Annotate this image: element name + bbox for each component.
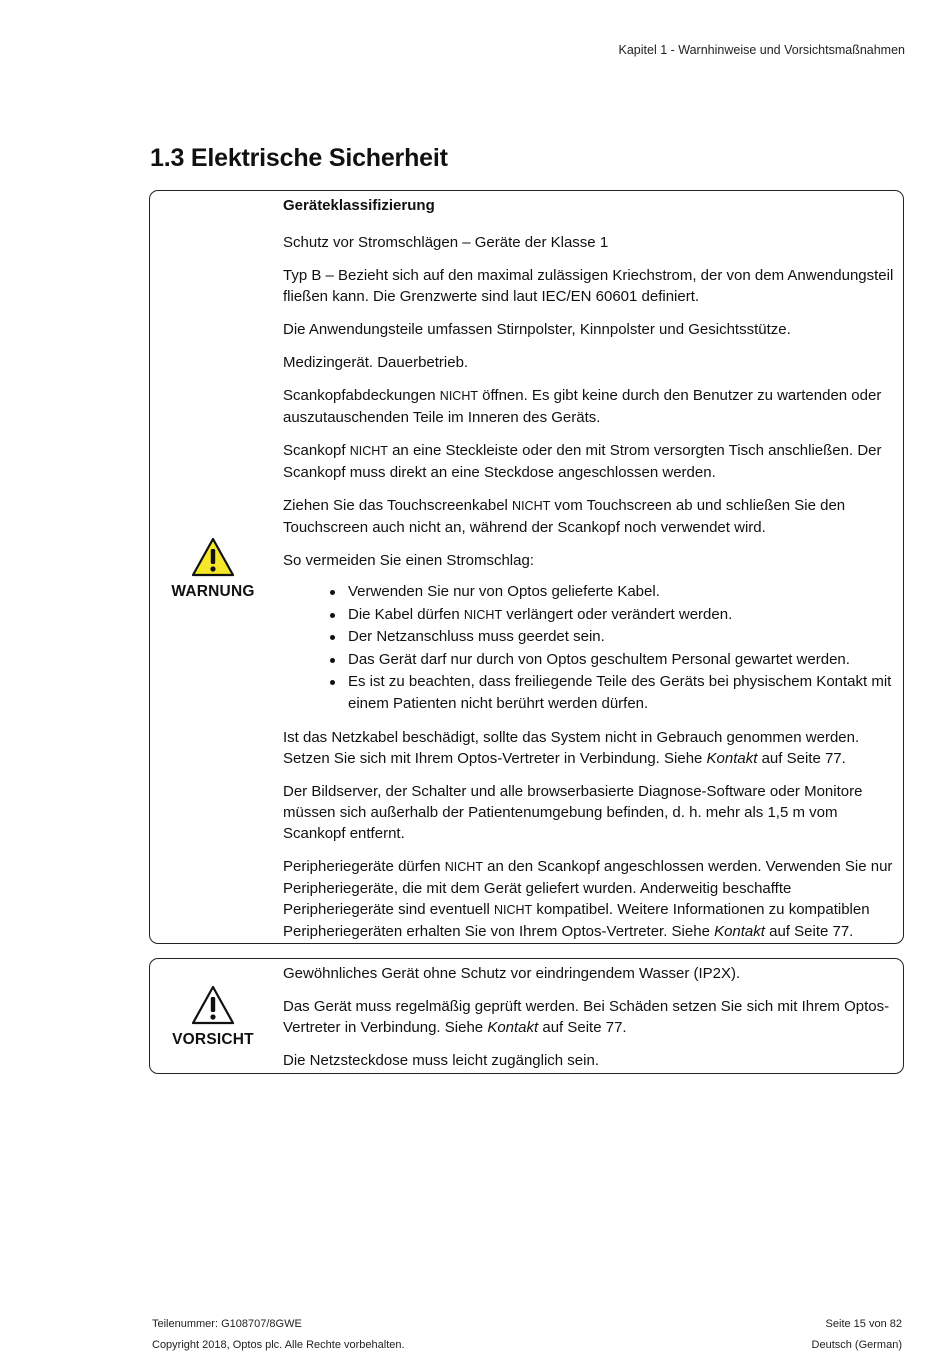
text: auf Seite 77. [538, 1019, 627, 1036]
text: auf Seite 77. [757, 750, 846, 767]
text: Die Kabel dürfen [348, 605, 464, 623]
footer-language: Deutsch (German) [811, 1339, 902, 1351]
warning-content [283, 195, 897, 954]
text: Ist das Netzkabel beschädigt, sollte das System nicht in Gebrauch genommen werden. Setzen Sie sich mit Ihrem Optos-Vertreter in Verbindung. Siehe [283, 729, 860, 767]
emphasis-nicht: NICHT [493, 903, 533, 917]
kontakt-link[interactable]: Kontakt [706, 750, 758, 767]
text: öffnen. Es gibt keine durch den Benutzer zu wartenden oder auszutauschenden Teile im Inneren des Geräts. [283, 387, 882, 426]
bullet-dot-icon [330, 635, 335, 640]
emphasis-nicht: NICHT [444, 860, 483, 874]
footer-page-number: Seite 15 von 82 [825, 1318, 902, 1330]
list-item [348, 649, 897, 671]
paragraph [283, 495, 897, 538]
paragraph [283, 385, 897, 428]
paragraph: Die Netzsteckdose muss leicht zugänglich sein. [283, 1052, 599, 1069]
bullet-list [283, 581, 897, 715]
paragraph: Schutz vor Stromschlägen – Geräte der Klasse 1 [283, 234, 609, 251]
paragraph [283, 440, 897, 483]
footer-part-number: Teilenummer: G108707/8GWE [152, 1318, 302, 1330]
text: Scankopf [283, 442, 350, 459]
text: vom Touchscreen ab und schließen Sie den Touchscreen auch nicht an, während der Scankopf noch verwendet wird. [283, 497, 846, 536]
emphasis-nicht: NICHT [463, 607, 503, 622]
caution-label: VORSICHT [172, 1031, 254, 1048]
text: Ziehen Sie das Touchscreenkabel [283, 497, 513, 514]
text: Verwenden Sie nur von Optos gelieferte Kabel. [348, 583, 660, 600]
warning-triangle-icon [191, 537, 235, 577]
text: kompatibel. Weitere Informationen zu kompatiblen Peripheriegeräten erhalten Sie von Ihrem Optos-Vertreter. Siehe [283, 901, 870, 940]
kontakt-link[interactable]: Kontakt [714, 923, 765, 940]
bullet-dot-icon [330, 613, 335, 618]
text: Scankopfabdeckungen [283, 387, 440, 404]
warning-box [149, 190, 904, 944]
paragraph [283, 727, 897, 769]
list-item [348, 604, 897, 626]
list-item [348, 671, 897, 715]
emphasis-nicht: NICHT [349, 444, 388, 458]
caution-content [283, 963, 897, 1083]
paragraph: Typ B – Bezieht sich auf den maximal zulässigen Kriechstrom, der von dem Anwendungsteil fließen kann. Die Grenzwerte sind laut IEC/EN 60601 definiert. [283, 267, 894, 305]
footer-copyright: Copyright 2018, Optos plc. Alle Rechte vorbehalten. [152, 1339, 405, 1351]
kontakt-link[interactable]: Kontakt [487, 1019, 539, 1036]
bullet-dot-icon [330, 590, 335, 595]
paragraph: Der Bildserver, der Schalter und alle browserbasierte Diagnose-Software oder Monitore müssen sich außerhalb der Patientenumgebung befinden, d. h. mehr als 1,5 m vom Scankopf entfernt. [283, 783, 863, 842]
paragraph [283, 856, 897, 942]
bullet-dot-icon [330, 658, 335, 663]
text: an eine Steckleiste oder den mit Strom versorgten Tisch anschließen. Der Scankopf muss direkt an eine Steckdose angeschlossen werden. [283, 442, 882, 481]
text: auf Seite 77. [764, 923, 854, 940]
page-title: 1.3 Elektrische Sicherheit [150, 144, 448, 172]
text: an den Scankopf angeschlossen werden. Verwenden Sie nur Peripheriegeräte, die mit dem Gerät geliefert wurden. Anderweitig beschaffte Peripheriegeräte sind eventuell [283, 858, 893, 918]
text: Es ist zu beachten, dass freiliegende Teile des Geräts bei physischem Kontakt mit einem Patienten nicht berührt werden dürfen. [348, 673, 892, 712]
text: Das Gerät muss regelmäßig geprüft werden. Bei Schäden setzen Sie sich mit Ihrem Optos-Vertreter in Verbindung. Siehe [283, 998, 890, 1036]
text: Der Netzanschluss muss geerdet sein. [348, 628, 605, 645]
warning-label: WARNUNG [171, 583, 255, 600]
list-item [348, 581, 897, 603]
caution-triangle-icon [191, 985, 235, 1025]
text: Peripheriegeräte dürfen [283, 858, 445, 875]
emphasis-nicht: NICHT [512, 499, 551, 513]
paragraph: So vermeiden Sie einen Stromschlag: [283, 552, 534, 569]
warning-symbol [150, 537, 276, 601]
text: Das Gerät darf nur durch von Optos geschultem Personal gewartet werden. [348, 650, 850, 668]
paragraph [283, 996, 897, 1038]
device-classification-heading: Geräteklassifizierung [283, 197, 435, 214]
chapter-header: Kapitel 1 - Warnhinweise und Vorsichtsmaßnahmen [618, 43, 905, 57]
bullet-dot-icon [330, 680, 335, 685]
list-item [348, 626, 897, 648]
paragraph: Medizingerät. Dauerbetrieb. [283, 354, 469, 371]
paragraph: Gewöhnliches Gerät ohne Schutz vor eindringendem Wasser (IP2X). [283, 965, 741, 982]
caution-symbol [150, 985, 276, 1049]
text: verlängert oder verändert werden. [502, 605, 733, 623]
emphasis-nicht: NICHT [439, 389, 478, 403]
paragraph: Die Anwendungsteile umfassen Stirnpolster, Kinnpolster und Gesichtsstütze. [283, 321, 791, 338]
caution-box [149, 958, 904, 1074]
